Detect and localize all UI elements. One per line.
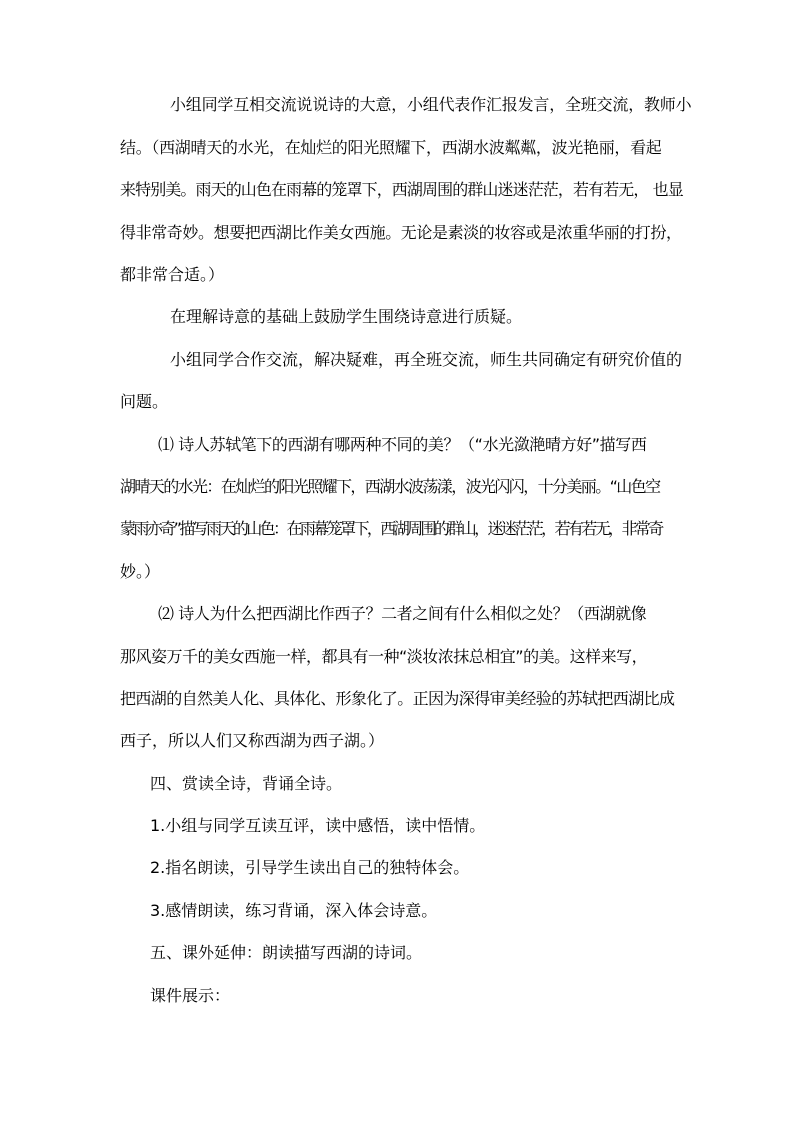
question-line: 湖晴天的水光：在灿烂的阳光照耀下，西湖水波荡漾，波光闪闪，十分美丽。“山色空 <box>120 477 660 496</box>
question-line: ⑴ 诗人苏轼笔下的西湖有哪两种不同的美？（“水光潋滟晴方好”描写西 <box>158 435 647 454</box>
paragraph-line: 在理解诗意的基础上鼓励学生围绕诗意进行质疑。 <box>170 307 523 326</box>
question-line: 西子，所以人们又称西湖为西子湖。） <box>120 731 385 750</box>
list-item: 1.小组与同学互读互评，读中感悟，读中悟情。 <box>150 816 486 835</box>
paragraph-line: 小组同学合作交流，解决疑难，再全班交流，师生共同确定有研究价值的 <box>170 350 683 369</box>
question-line: ⑵ 诗人为什么把西湖比作西子？二者之间有什么相似之处？（西湖就像 <box>158 604 647 623</box>
list-item: 2.指名朗读，引导学生读出自己的独特体会。 <box>150 858 470 877</box>
paragraph-line: 问题。 <box>120 392 169 411</box>
paragraph-line: 得非常奇妙。想要把西湖比作美女西施。无论是素淡的妆容或是浓重华丽的打扮， <box>120 223 682 242</box>
paragraph-line: 来特别美。雨天的山色在雨幕的笼罩下，西湖周围的群山迷迷茫茫，若有若无， 也显 <box>120 180 683 199</box>
paragraph-line: 结。（西湖晴天的水光，在灿烂的阳光照耀下，西湖水波粼粼，波光艳丽，看起 <box>120 138 662 157</box>
paragraph-line: 小组同学互相交流说说诗的大意，小组代表作汇报发言，全班交流，教师小 <box>170 95 692 114</box>
section-heading: 课件展示： <box>150 986 231 1005</box>
section-heading: 四、赏读全诗，背诵全诗。 <box>150 774 343 793</box>
question-line: 蒙雨亦奇”描写雨天的山色：在雨幕笼罩下，西湖周围的群山，迷迷茫茫，若有若无，非常奇 <box>120 519 662 538</box>
question-line: 把西湖的自然美人化、具体化、形象化了。正因为深得审美经验的苏轼把西湖比成 <box>120 689 675 708</box>
list-item: 3.感情朗读，练习背诵，深入体会诗意。 <box>150 901 438 920</box>
paragraph-line: 都非常合适。） <box>120 265 225 284</box>
section-heading: 五、课外延伸：朗读描写西湖的诗词。 <box>150 943 423 962</box>
question-line: 那风姿万千的美女西施一样，都具有一种“淡妆浓抹总相宜”的美。这样来写， <box>120 647 648 666</box>
question-line: 妙。） <box>120 562 161 581</box>
